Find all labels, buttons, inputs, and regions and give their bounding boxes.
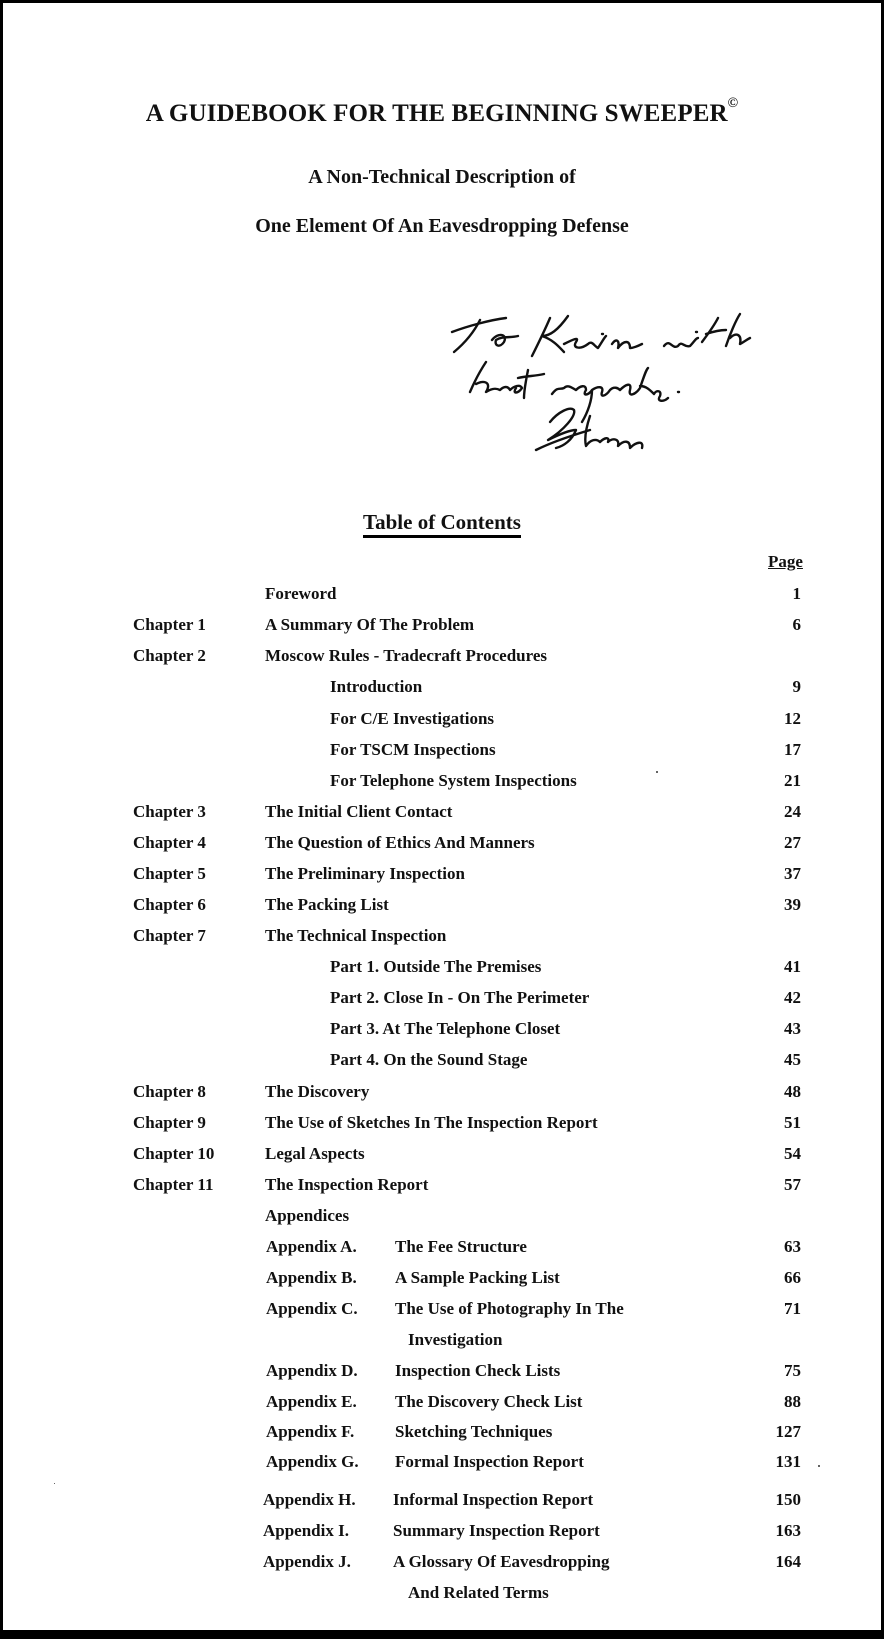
appendix-label: Appendix H.: [263, 1490, 356, 1509]
appendix-label: Appendix A.: [266, 1237, 357, 1256]
toc-entry-label: Chapter 5: [133, 864, 206, 883]
toc-entry-title: Part 2. Close In - On The Perimeter: [330, 988, 590, 1007]
toc-appendix-entry[interactable]: [0, 1359, 884, 1383]
toc-entry-page: 12: [784, 709, 801, 728]
toc-entry-title: The Inspection Report: [265, 1175, 429, 1194]
appendix-label: Appendix D.: [266, 1361, 358, 1380]
appendix-title: Informal Inspection Report: [393, 1490, 594, 1509]
toc-entry[interactable]: [0, 1080, 884, 1104]
toc-entry[interactable]: [0, 800, 884, 824]
toc-entry-page: 51: [784, 1113, 801, 1132]
toc-entry-page: 41: [784, 957, 801, 976]
appendix-page: 75: [784, 1361, 801, 1380]
appendix-page: 150: [775, 1490, 801, 1509]
toc-entry-title: Appendices: [265, 1206, 350, 1225]
document-title: [0, 96, 884, 128]
copyright-mark: ©: [727, 96, 739, 111]
toc-entry-label: Chapter 4: [133, 833, 206, 852]
toc-appendix-entry[interactable]: [0, 1550, 884, 1574]
toc-appendix-entry[interactable]: [0, 1235, 884, 1259]
toc-entry-title: For C/E Investigations: [330, 709, 495, 728]
appendix-label: Appendix F.: [266, 1422, 355, 1441]
appendix-page: 127: [775, 1422, 801, 1441]
toc-entry-title: The Preliminary Inspection: [265, 864, 465, 883]
toc-entry-title: A Summary Of The Problem: [265, 615, 475, 634]
appendix-title-continuation: [0, 1328, 884, 1352]
appendix-page: 66: [784, 1268, 801, 1287]
toc-entry-title: The Discovery: [265, 1082, 370, 1101]
toc-entry-page: 42: [784, 988, 801, 1007]
scan-speck: [54, 1483, 55, 1484]
appendix-label: Appendix G.: [266, 1452, 359, 1471]
toc-entry-page: 48: [784, 1082, 801, 1101]
toc-appendix-entry[interactable]: [0, 1390, 884, 1414]
appendix-page: 131: [775, 1452, 801, 1471]
toc-entry-label: Chapter 9: [133, 1113, 206, 1132]
handwritten-inscription: [440, 290, 780, 460]
toc-entry-title: The Initial Client Contact: [265, 802, 453, 821]
toc-entry-label: Chapter 1: [133, 615, 206, 634]
toc-entry-title: The Use of Sketches In The Inspection Report: [265, 1113, 598, 1132]
appendix-page: 164: [775, 1552, 801, 1571]
toc-entry-page: 54: [784, 1144, 801, 1163]
toc-entry-page: 21: [784, 771, 801, 790]
toc-entry-page: 39: [784, 895, 801, 914]
appendix-label: Appendix C.: [266, 1299, 358, 1318]
toc-entry[interactable]: [0, 769, 884, 793]
toc-entry-title: The Packing List: [265, 895, 389, 914]
scan-speck: [818, 1465, 820, 1467]
toc-appendix-entry[interactable]: [0, 1297, 884, 1321]
toc-entry-label: Chapter 6: [133, 895, 206, 914]
page-column-label: Page: [768, 552, 803, 571]
toc-entry[interactable]: [0, 893, 884, 917]
toc-entry[interactable]: [0, 831, 884, 855]
appendix-title: Sketching Techniques: [395, 1422, 553, 1441]
appendix-title: A Glossary Of Eavesdropping: [393, 1552, 610, 1571]
toc-entry-page: 1: [792, 584, 801, 603]
appendix-page: 71: [784, 1299, 801, 1318]
toc-appendix-entry[interactable]: [0, 1420, 884, 1444]
appendix-title: The Use of Photography In The: [395, 1299, 624, 1318]
appendix-label: Appendix E.: [266, 1392, 357, 1411]
subtitle-line-2: One Element Of An Eavesdropping Defense: [255, 215, 629, 237]
toc-entry-page: 9: [792, 677, 801, 696]
toc-entry-page: 43: [784, 1019, 801, 1038]
toc-entry-title: Introduction: [330, 677, 423, 696]
toc-entry[interactable]: [0, 738, 884, 762]
toc-entry[interactable]: [0, 582, 884, 606]
toc-entry[interactable]: [0, 862, 884, 886]
toc-entry[interactable]: [0, 955, 884, 979]
appendix-label: Appendix J.: [263, 1552, 351, 1571]
appendix-page: 88: [784, 1392, 801, 1411]
toc-entry-title: Foreword: [265, 584, 337, 603]
appendix-page: 163: [775, 1521, 801, 1540]
toc-entry[interactable]: [0, 707, 884, 731]
toc-entry[interactable]: [0, 1017, 884, 1041]
toc-entry-page: 27: [784, 833, 801, 852]
toc-entry-title: The Technical Inspection: [265, 926, 447, 945]
toc-heading: [0, 510, 884, 538]
toc-appendix-entry[interactable]: [0, 1488, 884, 1512]
appendix-title-continued: Investigation: [408, 1330, 503, 1349]
toc-entry-title: Part 4. On the Sound Stage: [330, 1050, 528, 1069]
toc-entry[interactable]: [0, 675, 884, 699]
toc-entry-title: The Question of Ethics And Manners: [265, 833, 535, 852]
title-text: A GUIDEBOOK FOR THE BEGINNING SWEEPER: [145, 100, 728, 127]
toc-entry-title: Part 3. At The Telephone Closet: [330, 1019, 561, 1038]
toc-entry-title: For TSCM Inspections: [330, 740, 496, 759]
toc-appendix-entry[interactable]: [0, 1519, 884, 1543]
scan-speck: [656, 771, 658, 773]
toc-entry[interactable]: [0, 986, 884, 1010]
appendix-title: The Discovery Check List: [395, 1392, 583, 1411]
appendix-title: A Sample Packing List: [395, 1268, 560, 1287]
toc-entry-title: Part 1. Outside The Premises: [330, 957, 542, 976]
toc-entry-label: Chapter 2: [133, 646, 206, 665]
toc-entry-title: Moscow Rules - Tradecraft Procedures: [265, 646, 548, 665]
toc-entry[interactable]: [0, 924, 884, 948]
toc-entry[interactable]: [0, 644, 884, 668]
toc-entry-title: For Telephone System Inspections: [330, 771, 577, 790]
toc-entry-label: Chapter 7: [133, 926, 206, 945]
toc-entry-page: 37: [784, 864, 801, 883]
toc-entry-label: Chapter 10: [133, 1144, 215, 1163]
appendix-title: Summary Inspection Report: [393, 1521, 600, 1540]
subtitle-line-1: A Non-Technical Description of: [308, 166, 576, 188]
appendix-label: Appendix B.: [266, 1268, 357, 1287]
toc-entry-label: Chapter 8: [133, 1082, 206, 1101]
toc-entry-page: 57: [784, 1175, 801, 1194]
toc-entry-label: Chapter 11: [133, 1175, 214, 1194]
toc-heading-text: Table of Contents: [363, 510, 521, 538]
toc-entry[interactable]: [0, 1142, 884, 1166]
toc-entry-page: 17: [784, 740, 801, 759]
toc-entry-page: 45: [784, 1050, 801, 1069]
toc-entry-page: 24: [784, 802, 801, 821]
appendix-title-continuation: [0, 1581, 884, 1605]
toc-entry[interactable]: [0, 1111, 884, 1135]
appendix-title: Formal Inspection Report: [395, 1452, 584, 1471]
toc-entry-label: Chapter 3: [133, 802, 206, 821]
toc-entry[interactable]: [0, 1204, 884, 1228]
toc-entry[interactable]: [0, 1048, 884, 1072]
toc-entry[interactable]: [0, 1173, 884, 1197]
appendix-title: The Fee Structure: [395, 1237, 527, 1256]
toc-appendix-entry[interactable]: [0, 1266, 884, 1290]
toc-entry-title: Legal Aspects: [265, 1144, 365, 1163]
appendix-label: Appendix I.: [263, 1521, 349, 1540]
appendix-page: 63: [784, 1237, 801, 1256]
appendix-title: Inspection Check Lists: [395, 1361, 561, 1380]
toc-appendix-entry[interactable]: [0, 1450, 884, 1474]
appendix-title-continued: And Related Terms: [408, 1583, 549, 1602]
toc-entry-page: 6: [792, 615, 801, 634]
toc-entry[interactable]: [0, 613, 884, 637]
